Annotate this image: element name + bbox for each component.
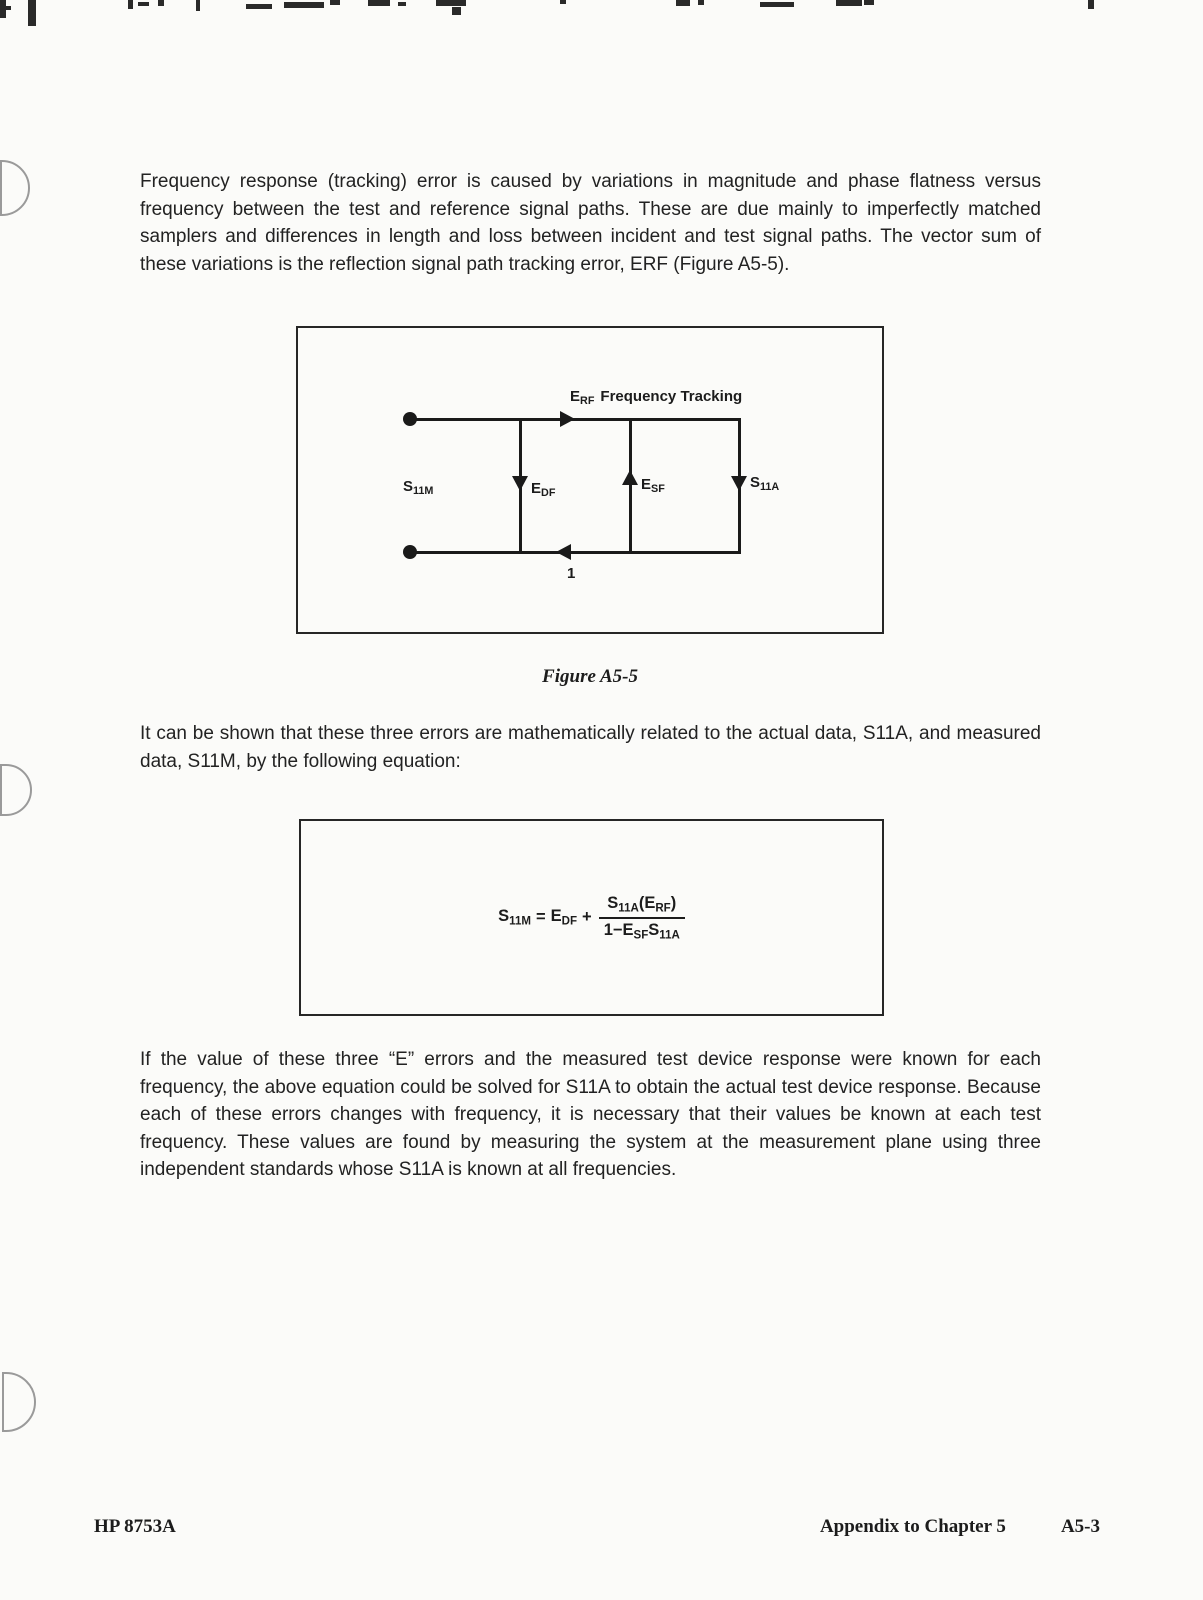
arrow-down-icon xyxy=(731,476,747,491)
label-s11m-sub: 11M xyxy=(413,485,434,498)
label-edf-sub: DF xyxy=(541,487,556,500)
flow-node-bottom-left xyxy=(403,545,417,559)
scan-artifact xyxy=(138,2,149,6)
eq-num-s: S xyxy=(607,894,619,913)
scan-artifact xyxy=(128,0,133,9)
scan-artifact xyxy=(196,0,200,11)
equation xyxy=(498,894,685,941)
eq-plus: + xyxy=(582,908,592,926)
flow-esf-branch xyxy=(629,418,632,554)
eq-num-e-sub: RF xyxy=(655,902,671,915)
paragraph-tracking-error: Frequency response (tracking) error is caused by variations in magnitude and phase flatness versus frequency between the test and reference signal paths. These are due mainly to imperfectly matched samplers and differences in length and loss between incident and test signal paths. The vector sum of these variations is the reflection signal path tracking error, ERF (Figure A5-5). xyxy=(140,171,1041,275)
scan-artifact xyxy=(760,2,794,7)
eq-numerator xyxy=(602,894,681,916)
eq-equals: = xyxy=(535,908,546,926)
scan-artifact xyxy=(698,0,704,5)
eq-den-s-sub: 11A xyxy=(659,928,680,941)
scan-artifact xyxy=(2,6,11,10)
label-esf-base: E xyxy=(641,476,652,493)
eq-den-one-minus-e: 1−E xyxy=(603,920,634,939)
eq-num-s-sub: 11A xyxy=(618,902,639,915)
label-erf-sub: RF xyxy=(580,395,595,408)
scan-artifact xyxy=(1088,0,1094,9)
figure-a5-5-box xyxy=(296,326,884,634)
footer-page-number: A5-3 xyxy=(1060,1516,1100,1537)
label-erf-rest: Frequency Tracking xyxy=(600,388,743,405)
eq-lhs-base: S xyxy=(498,907,510,926)
label-s11m-base: S xyxy=(403,478,414,495)
label-s11a xyxy=(750,474,779,493)
footer-appendix-label: Appendix to Chapter 5 xyxy=(819,1516,1006,1537)
scan-artifact xyxy=(836,0,862,6)
figure-caption: Figure A5-5 xyxy=(542,666,638,687)
arrow-up-icon xyxy=(622,470,638,485)
eq-num-close-paren: ) xyxy=(670,894,677,913)
footer-model-number: HP 8753A xyxy=(94,1516,176,1537)
scan-artifact xyxy=(330,0,340,5)
scan-artifact xyxy=(246,4,272,9)
flow-bottom-branch xyxy=(410,551,741,554)
scan-artifact xyxy=(284,2,324,8)
eq-term-edf xyxy=(551,907,577,927)
scan-artifact xyxy=(368,0,390,6)
label-s11m xyxy=(403,478,433,497)
label-s11a-sub: 11A xyxy=(760,481,780,494)
label-s11a-base: S xyxy=(750,474,761,491)
eq-den-s: S xyxy=(648,920,660,939)
label-erf-base: E xyxy=(570,388,581,405)
eq-fraction xyxy=(599,894,685,941)
scan-artifact xyxy=(28,0,36,26)
scan-artifact xyxy=(560,0,566,4)
flow-node-top-left xyxy=(403,412,417,426)
scan-artifact xyxy=(158,0,164,6)
eq-lhs xyxy=(498,907,531,927)
eq-term-edf-sub: DF xyxy=(561,915,578,928)
page-curl-mark xyxy=(0,764,32,816)
equation-box xyxy=(299,819,884,1016)
eq-num-e: (E xyxy=(638,894,656,913)
label-unity-branch: 1 xyxy=(567,565,576,582)
scan-artifact xyxy=(864,0,874,5)
flow-top-branch xyxy=(410,418,741,421)
arrow-right-icon xyxy=(560,411,575,427)
label-erf-frequency-tracking xyxy=(570,388,742,407)
eq-lhs-sub: 11M xyxy=(509,915,531,928)
label-edf-base: E xyxy=(531,480,542,497)
paragraph-e-errors: If the value of these three “E” errors and the measured test device response were known for each frequency, the above equation could be solved for S11A to obtain the actual test device response. Because each of these errors changes with frequency, it is necessary that their values be known at each test frequency. These values are found by measuring the system at the measurement plane using three independent standards whose S11A is known at all frequencies. xyxy=(140,1049,1041,1181)
scan-artifact xyxy=(436,0,466,6)
eq-denominator xyxy=(599,919,685,941)
paragraph-equation-intro: It can be shown that these three errors are mathematically related to the actual data, S11A, and measured data, S11M, by the following equation: xyxy=(140,723,1041,772)
page-curl-mark xyxy=(2,1372,36,1432)
arrow-left-icon xyxy=(556,544,571,560)
label-esf xyxy=(641,476,665,495)
label-esf-sub: SF xyxy=(651,483,665,496)
footer-right xyxy=(820,1516,1100,1538)
eq-term-edf-base: E xyxy=(550,907,562,926)
scan-artifact xyxy=(676,0,690,6)
arrow-down-icon xyxy=(512,476,528,491)
label-edf xyxy=(531,480,555,499)
eq-den-e-sub: SF xyxy=(633,928,649,941)
scan-artifact xyxy=(398,2,406,6)
page-curl-mark xyxy=(0,160,30,216)
scan-artifact xyxy=(452,7,461,15)
